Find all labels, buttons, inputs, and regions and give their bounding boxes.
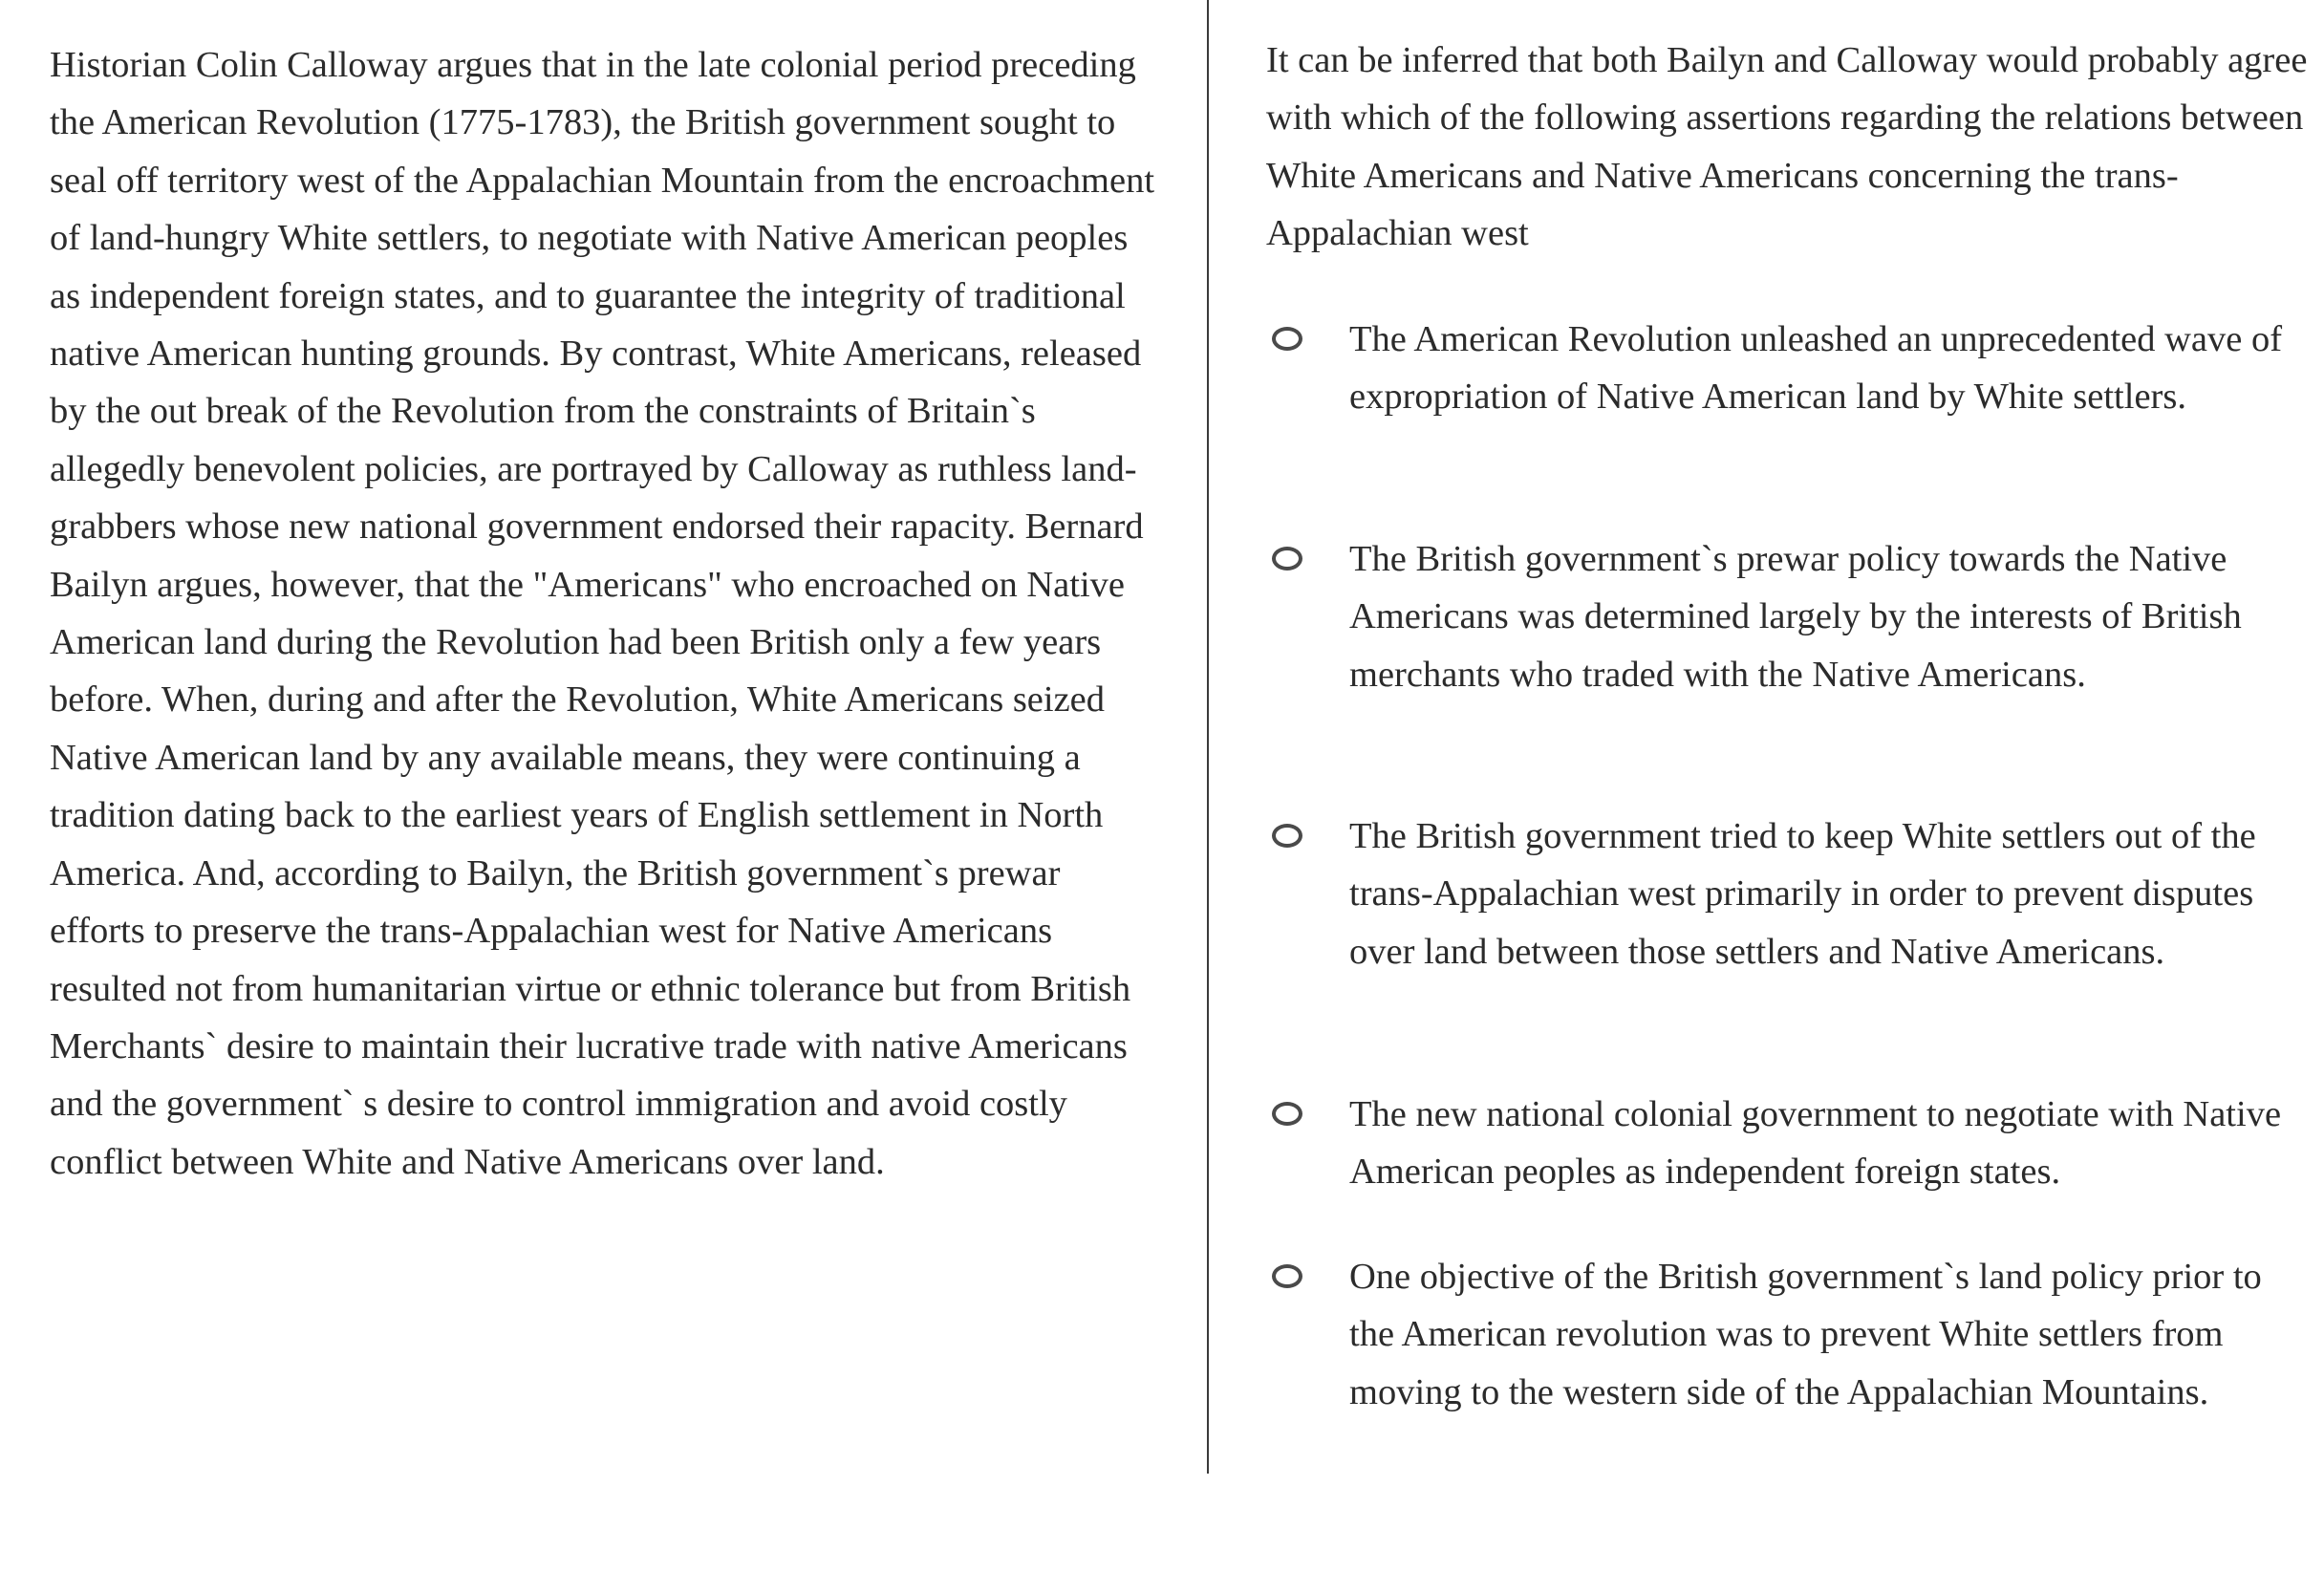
answer-option-d[interactable] (1266, 1086, 2317, 1201)
answer-option-a[interactable] (1266, 311, 2317, 426)
question-pane (1266, 32, 2317, 1412)
answer-option-label: The new national colonial government to negotiate with Native American peoples as independent foreign states. (1349, 1094, 2282, 1193)
radio-button-icon[interactable] (1272, 547, 1302, 571)
question-stem: It can be inferred that both Bailyn and Calloway would probably agree with which of the following assertions regarding the relations between White Americans and Native Americans concerning the trans-Appalachian west (1266, 40, 2308, 254)
radio-button-icon[interactable] (1272, 327, 1302, 351)
answer-option-label: The British government tried to keep White settlers out of the trans-Appalachian west primarily in order to prevent disputes over land between those settlers and Native Americans. (1349, 816, 2256, 972)
radio-button-icon[interactable] (1272, 1264, 1302, 1288)
radio-button-icon[interactable] (1272, 1102, 1302, 1126)
passage-pane (50, 36, 1158, 1191)
answer-option-e[interactable] (1266, 1248, 2317, 1421)
pane-divider (1207, 0, 1209, 1474)
radio-button-icon[interactable] (1272, 824, 1302, 848)
answer-option-label: The British government`s prewar policy towards the Native Americans was determined largely by the interests of British merchants who traded with the Native Americans. (1349, 539, 2242, 695)
answer-option-label: One objective of the British government`s land policy prior to the American revolution was to prevent White settlers from moving to the western side of the Appalachian Mountains. (1349, 1257, 2262, 1412)
answer-option-label: The American Revolution unleashed an unprecedented wave of expropriation of Native American land by White settlers. (1349, 319, 2283, 418)
answer-option-b[interactable] (1266, 530, 2317, 703)
passage-text: Historian Colin Calloway argues that in the late colonial period preceding the American Revolution (1775-1783), the British government sought to seal off territory west of the Appalachian Mountain from the encroachment of land-hungry White settlers, to negotiate with Native American peoples as independent foreign states, and to guarantee the integrity of traditional native American hunting grounds. By contrast, White Americans, released by the out break of the Revolution from the constraints of Britain`s allegedly benevolent policies, are portrayed by Calloway as ruthless land-grabbers whose new national government endorsed their rapacity. Bernard Bailyn argues, however, that the "Americans" who encroached on Native American land during the Revolution had been British only a few years before. When, during and after the Revolution, White Americans seized Native American land by any available means, they were continuing a tradition dating back to the earliest years of English settlement in North America. And, according to Bailyn, the British government`s prewar efforts to preserve the trans-Appalachian west for Native Americans resulted not from humanitarian virtue or ethnic tolerance but from British Merchants` desire to maintain their lucrative trade with native Americans and the government` s desire to control immigration and avoid costly conflict between White and Native Americans over land. (50, 45, 1155, 1182)
answer-option-c[interactable] (1266, 808, 2317, 980)
